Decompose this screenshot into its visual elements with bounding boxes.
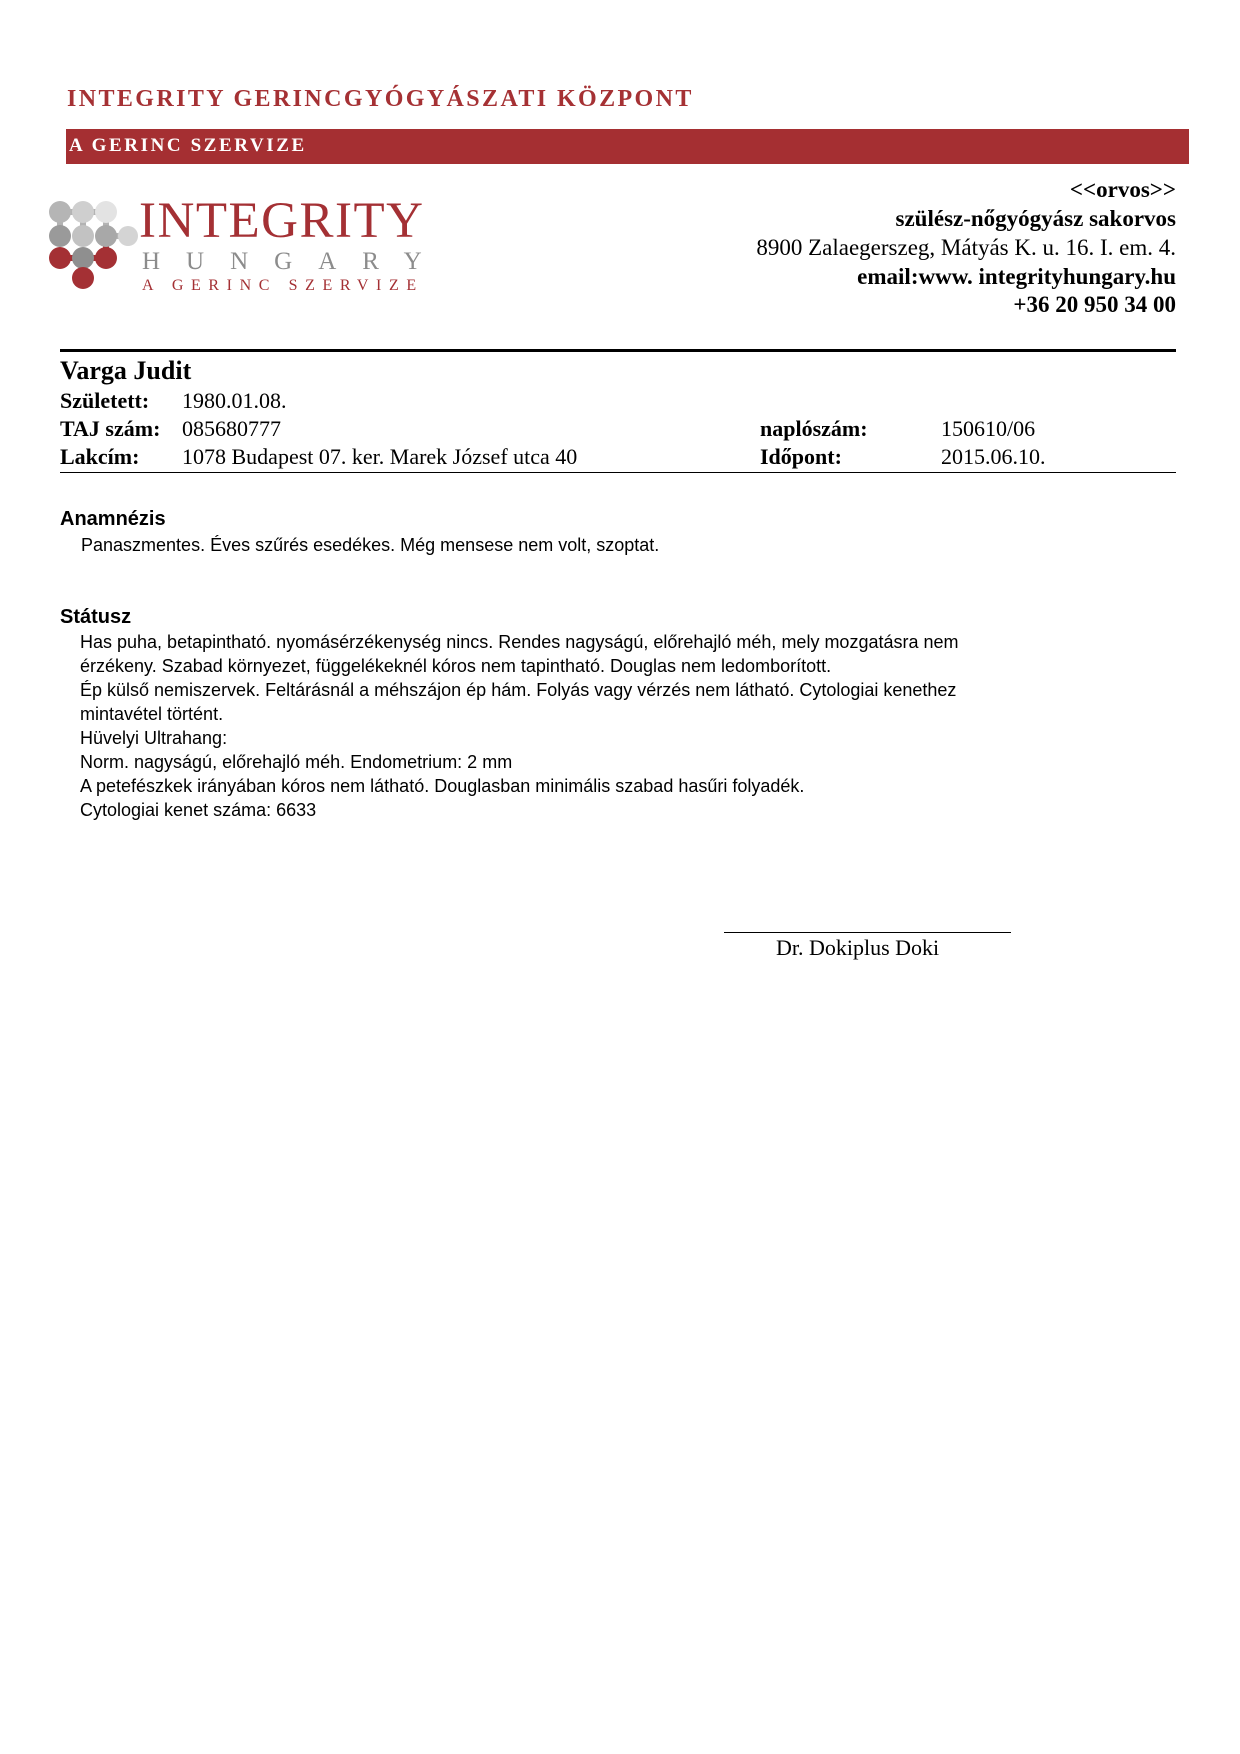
doctor-address: 8900 Zalaegerszeg, Mátyás K. u. 16. I. em. 4. (756, 235, 1176, 260)
doctor-email[interactable]: email:www. integrityhungary.hu (857, 264, 1176, 289)
doctor-placeholder: <<orvos>> (1069, 177, 1176, 202)
log-label: naplószám: (760, 416, 868, 441)
time-value: 2015.06.10. (941, 444, 1046, 469)
time-label: Időpont: (760, 444, 842, 469)
statusz-line: Has puha, betapintható. nyomásérzékenység nincs. Rendes nagyságú, előrehajló méh, mely mozgatásra nem (80, 632, 959, 652)
logo-tagline: A GERINC SZERVIZE (142, 277, 424, 294)
address-value: 1078 Budapest 07. ker. Marek József utca 40 (182, 444, 578, 469)
statusz-line: Cytologiai kenet száma: 6633 (80, 800, 317, 820)
logo-subtitle: HUNGARY (142, 248, 448, 275)
born-label: Született: (60, 388, 150, 413)
anamnezis-line: Panaszmentes. Éves szűrés esedékes. Még mensese nem volt, szoptat. (81, 535, 660, 555)
banner-text: A GERINC SZERVIZE (69, 135, 307, 156)
address-label: Lakcím: (60, 444, 140, 469)
born-value: 1980.01.08. (182, 388, 287, 413)
patient-name: Varga Judit (60, 356, 192, 385)
header-banner (66, 129, 1189, 164)
statusz-line: Norm. nagyságú, előrehajló méh. Endometrium: 2 mm (80, 752, 513, 772)
top-divider (60, 349, 1176, 352)
statusz-title: Státusz (60, 606, 132, 628)
statusz-line: érzékeny. Szabad környezet, függelékeknél kóros nem tapintható. Douglas nem ledomborított. (80, 656, 832, 676)
statusz-line: Hüvelyi Ultrahang: (80, 728, 228, 748)
patient-divider (60, 472, 1176, 473)
doctor-title: szülész-nőgyógyász sakorvos (895, 206, 1176, 231)
taj-label: TAJ szám: (60, 416, 161, 441)
statusz-line: A petefészkek irányában kóros nem látható. Douglasban minimális szabad hasűri folyadék. (80, 776, 805, 796)
org-title: INTEGRITY GERINCGYÓGYÁSZATI KÖZPONT (67, 86, 694, 112)
statusz-line: Ép külső nemiszervek. Feltárásnál a méhszájon ép hám. Folyás vagy vérzés nem látható. Cytologiai kenethez (80, 680, 957, 700)
log-value: 150610/06 (941, 416, 1036, 441)
doctor-phone: +36 20 950 34 00 (1013, 292, 1176, 317)
logo-wordmark: INTEGRITY (139, 193, 425, 249)
statusz-line: mintavétel történt. (80, 704, 224, 724)
signature-line (724, 932, 1011, 933)
signature-name: Dr. Dokiplus Doki (776, 935, 940, 960)
anamnezis-title: Anamnézis (60, 508, 166, 530)
taj-value: 085680777 (182, 416, 281, 441)
molecule-dots-logo-icon (46, 198, 138, 290)
